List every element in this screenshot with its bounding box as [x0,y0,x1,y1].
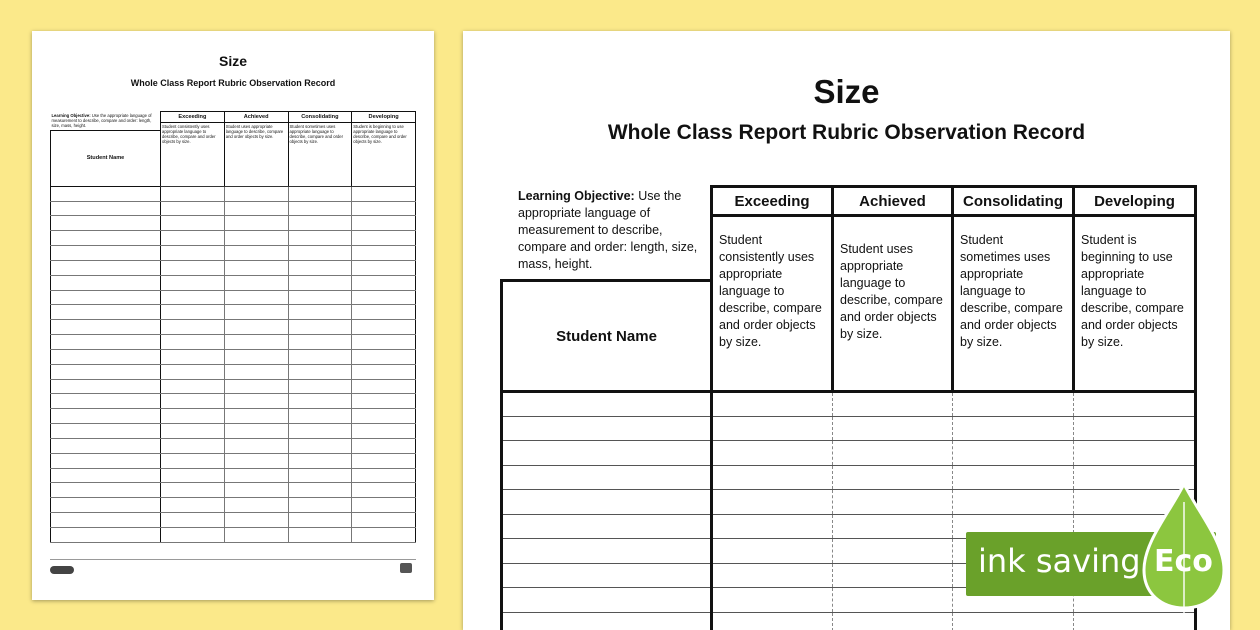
desc-developing: Student is beginning to use appropriate language to describe, compare and order objects by size. [1074,216,1196,392]
student-name-cell [51,438,161,453]
student-name-cell [51,320,161,335]
rating-cell [712,588,833,613]
student-name-cell [51,231,161,246]
rating-cell [161,246,225,261]
rating-cell [161,275,225,290]
rating-cell [161,453,225,468]
rating-cell [352,379,416,394]
student-name-cell [502,612,712,630]
student-name-cell [51,468,161,483]
rating-cell [833,441,953,466]
student-name-cell [51,335,161,350]
student-name-cell [51,216,161,231]
rating-cell [288,231,352,246]
rating-cell [288,186,352,201]
student-name-cell [51,349,161,364]
thumbnail-student-row [51,186,416,201]
student-name-cell [51,364,161,379]
student-name-header: Student Name [502,281,712,392]
rating-cell [352,186,416,201]
rating-cell [1074,441,1196,466]
rating-cell [953,441,1074,466]
student-name-cell [502,441,712,466]
rating-cell [712,490,833,515]
student-name-cell [51,379,161,394]
rating-cell [288,320,352,335]
thumbnail-student-row [51,364,416,379]
rating-cell [288,498,352,513]
thumbnail-student-row [51,216,416,231]
rating-cell [161,231,225,246]
rating-cell [224,186,288,201]
thumbnail-desc-consolidating: Student sometimes uses appropriate language to describe, compare and order objects by size. [288,123,352,187]
thumbnail-footer-logo [50,566,74,574]
rating-cell [953,465,1074,490]
rating-cell [224,468,288,483]
student-name-cell [502,514,712,539]
rating-cell [224,231,288,246]
thumbnail-header-developing: Developing [352,112,416,123]
page-subtitle: Whole Class Report Rubric Observation Record [607,121,1086,144]
thumbnail-student-row [51,468,416,483]
thumbnail-student-row [51,438,416,453]
student-name-cell [51,201,161,216]
rating-cell [288,483,352,498]
header-consolidating: Consolidating [953,187,1074,216]
rating-cell [161,468,225,483]
rating-cell [712,392,833,417]
student-row [502,490,1196,515]
rating-cell [352,527,416,542]
thumbnail-student-row [51,379,416,394]
rating-cell [288,216,352,231]
rating-cell [833,563,953,588]
rating-cell [352,349,416,364]
rating-cell [352,394,416,409]
thumbnail-student-row [51,246,416,261]
rating-cell [288,201,352,216]
thumbnail-student-row [51,275,416,290]
rating-cell [833,514,953,539]
rating-cell [352,483,416,498]
rating-cell [712,514,833,539]
thumbnail-desc-exceeding: Student consistently uses appropriate language to describe, compare and order objects by size. [161,123,225,187]
rating-cell [161,335,225,350]
thumbnail-student-row [51,260,416,275]
rating-cell [352,201,416,216]
student-name-cell [51,275,161,290]
rating-cell [833,612,953,630]
rating-cell [224,201,288,216]
student-name-cell [51,483,161,498]
rating-cell [161,409,225,424]
thumbnail-student-row [51,483,416,498]
rating-cell [224,290,288,305]
student-name-cell [51,186,161,201]
desc-achieved: Student uses appropriate language to describe, compare and order objects by size. [833,216,953,392]
rating-cell [288,453,352,468]
rating-cell [833,392,953,417]
rating-cell [288,349,352,364]
student-name-cell [51,409,161,424]
desc-exceeding: Student consistently uses appropriate language to describe, compare and order objects by size. [712,216,833,392]
header-exceeding: Exceeding [712,187,833,216]
rating-cell [352,231,416,246]
thumbnail-footer-badge [400,563,412,573]
rating-cell [224,513,288,528]
thumbnail-student-row [51,201,416,216]
rating-cell [161,201,225,216]
student-row [502,441,1196,466]
thumbnail-header-consolidating: Consolidating [288,112,352,123]
rating-cell [833,465,953,490]
eco-leaf-icon [1140,482,1228,622]
rating-cell [288,513,352,528]
rating-cell [352,320,416,335]
thumbnail-rubric-table [50,111,416,543]
thumbnail-student-row [51,513,416,528]
student-name-cell [502,563,712,588]
student-name-cell [502,416,712,441]
student-name-cell [51,305,161,320]
thumbnail-subtitle: Whole Class Report Rubric Observation Record [130,78,336,88]
student-name-cell [51,453,161,468]
thumbnail-header-exceeding: Exceeding [161,112,225,123]
thumbnail-rows [51,186,416,542]
rating-cell [161,216,225,231]
rating-cell [712,563,833,588]
rating-cell [288,246,352,261]
student-name-cell [502,490,712,515]
student-name-cell [51,513,161,528]
thumbnail-student-row [51,394,416,409]
desc-consolidating: Student sometimes uses appropriate language to describe, compare and order objects by size. [953,216,1074,392]
rating-cell [953,490,1074,515]
rating-cell [352,409,416,424]
rating-cell [224,394,288,409]
rating-cell [352,305,416,320]
rating-cell [224,527,288,542]
rating-cell [161,186,225,201]
thumbnail-student-row [51,320,416,335]
rating-cell [352,335,416,350]
student-name-cell [502,465,712,490]
thumbnail-student-row [51,409,416,424]
thumbnail-student-row [51,349,416,364]
rating-cell [352,468,416,483]
rating-cell [161,394,225,409]
header-achieved: Achieved [833,187,953,216]
thumbnail-student-row [51,290,416,305]
rating-cell [288,260,352,275]
rating-cell [352,260,416,275]
rating-cell [161,260,225,275]
rating-cell [352,513,416,528]
rating-cell [288,438,352,453]
rating-cell [352,438,416,453]
rating-cell [712,612,833,630]
thumbnail-header-achieved: Achieved [224,112,288,123]
rating-cell [288,335,352,350]
rating-cell [833,588,953,613]
thumbnail-title: Size [218,53,247,69]
rating-cell [833,416,953,441]
rating-cell [224,409,288,424]
rating-cell [161,320,225,335]
student-name-cell [51,246,161,261]
rating-cell [352,498,416,513]
rating-cell [833,490,953,515]
rating-cell [224,246,288,261]
student-name-cell [51,394,161,409]
rating-cell [712,441,833,466]
rating-cell [224,379,288,394]
student-name-cell [51,424,161,439]
rating-cell [288,409,352,424]
rating-cell [224,349,288,364]
rating-cell [352,246,416,261]
eco-label: Eco [1154,544,1213,579]
learning-objective [518,188,698,273]
student-row [502,612,1196,630]
rating-cell [224,305,288,320]
rating-cell [288,424,352,439]
rating-cell [712,416,833,441]
student-row [502,392,1196,417]
thumbnail-student-row [51,335,416,350]
thumbnail-student-row [51,453,416,468]
rating-cell [1074,392,1196,417]
thumbnail-desc-developing: Student is beginning to use appropriate language to describe, compare and order objects by size. [352,123,416,187]
rating-cell [161,513,225,528]
thumbnail-student-row [51,527,416,542]
rating-cell [288,379,352,394]
rating-cell [288,305,352,320]
rating-cell [288,527,352,542]
rating-cell [352,275,416,290]
rating-cell [288,275,352,290]
rating-cell [161,349,225,364]
rating-cell [224,364,288,379]
rating-cell [224,483,288,498]
student-name-cell [51,498,161,513]
rating-cell [352,424,416,439]
rating-cell [161,424,225,439]
rating-cell [712,539,833,564]
rating-cell [224,216,288,231]
rating-cell [833,539,953,564]
rating-cell [352,290,416,305]
header-developing: Developing [1074,187,1196,216]
rating-cell [161,290,225,305]
rating-cell [288,364,352,379]
student-name-cell [51,290,161,305]
rating-cell [953,612,1074,630]
thumbnail-student-row [51,305,416,320]
ink-saving-text: ink saving [978,542,1141,580]
student-name-cell [502,588,712,613]
student-name-cell [502,392,712,417]
thumbnail-student-row [51,231,416,246]
rating-cell [224,424,288,439]
rating-cell [161,305,225,320]
student-row [502,416,1196,441]
rating-cell [224,335,288,350]
rating-cell [224,275,288,290]
student-row [502,465,1196,490]
thumbnail-footer-divider [50,559,416,560]
thumbnail-objective: Learning Objective: Use the appropriate language of measurement to describe, compare and order: length, size, mass, height. [51,112,152,128]
rating-cell [953,416,1074,441]
thumbnail-student-row [51,498,416,513]
thumbnail-desc-achieved: Student uses appropriate language to describe, compare and order objects by size. [224,123,288,187]
rating-cell [224,438,288,453]
student-name-cell [51,527,161,542]
rating-cell [224,260,288,275]
page-title: Size [813,73,880,110]
learning-objective-text: Use the appropriate language of measurement to describe, compare and order: length, size, mass, height. [518,189,698,271]
thumbnail-student-name-header: Student Name [51,130,161,186]
rating-cell [352,216,416,231]
rating-cell [161,498,225,513]
learning-objective-label: Learning Objective: [518,189,635,203]
rating-cell [161,438,225,453]
rating-cell [161,527,225,542]
rating-cell [288,290,352,305]
rating-cell [161,379,225,394]
rating-cell [352,453,416,468]
rating-cell [161,364,225,379]
rating-cell [224,320,288,335]
rating-cell [161,483,225,498]
thumbnail-page[interactable] [32,31,434,600]
rating-cell [712,465,833,490]
rating-cell [1074,416,1196,441]
student-name-cell [51,260,161,275]
thumbnail-student-row [51,424,416,439]
rating-cell [224,498,288,513]
rating-cell [224,453,288,468]
rating-cell [288,468,352,483]
student-name-cell [502,539,712,564]
rating-cell [352,364,416,379]
rating-cell [288,394,352,409]
rating-cell [953,392,1074,417]
